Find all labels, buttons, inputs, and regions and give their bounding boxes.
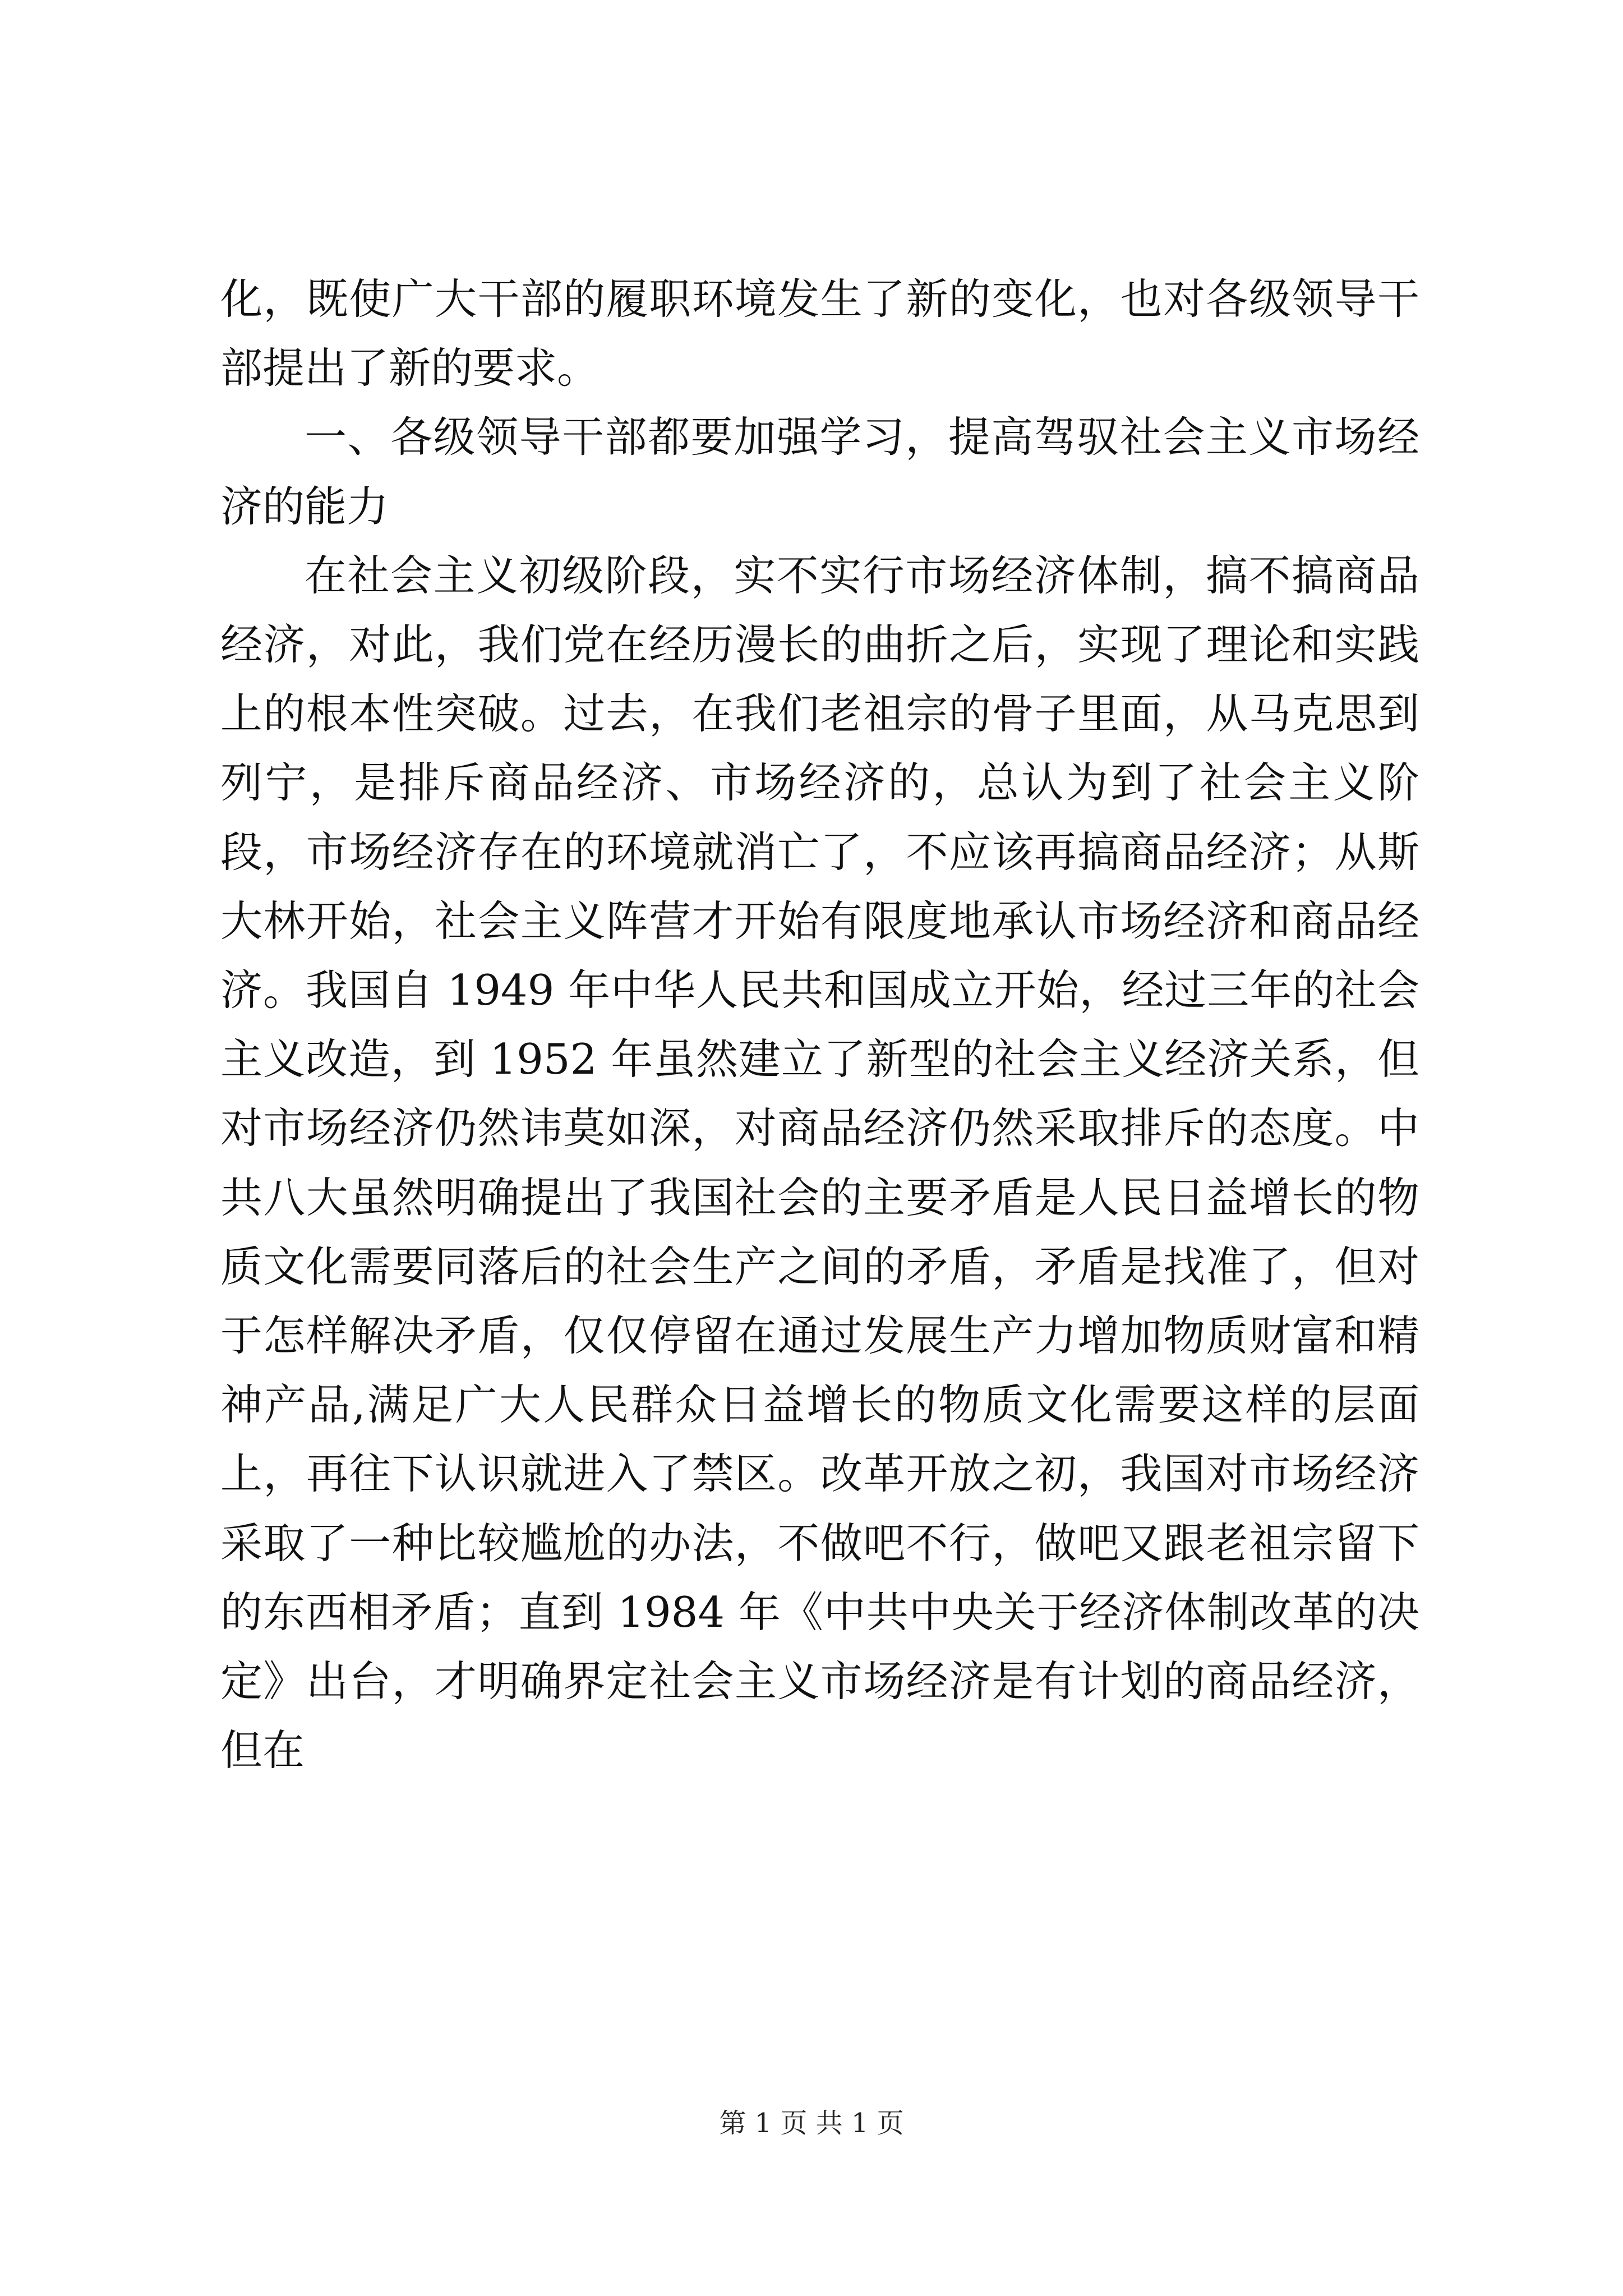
paragraph-body: 在社会主义初级阶段，实不实行市场经济体制，搞不搞商品经济，对此，我们党在经历漫长的曲折之后，实现了理论和实践上的根本性突破。过去，在我们老祖宗的骨子里面，从马克思到列宁，是排斥商品经济、市场经济的，总认为到了社会主义阶段，市场经济存在的环境就消亡了，不应该再搞商品经济；从斯大林开始，社会主义阵营才开始有限度地承认市场经济和商品经济。我国自 1949 年中华人民共和国成立开始，经过三年的社会主义改造，到 1952 年虽然建立了新型的社会主义经济关系，但对市场经济仍然讳莫如深，对商品经济仍然采取排斥的态度。中共八大虽然明确提出了我国社会的主要矛盾是人民日益增长的物质文化需要同落后的社会生产之间的矛盾，矛盾是找准了，但对于怎样解决矛盾，仅仅停留在通过发展生产力增加物质财富和精神产品,满足广大人民群众日益增长的物质文化需要这样的层面上，再往下认识就进入了禁区。改革开放之初，我国对市场经济采取了一种比较尴尬的办法，不做吧不行，做吧又跟老祖宗留下的东西相矛盾；直到 1984 年《中共中央关于经济体制改革的决定》出台，才明确界定社会主义市场经济是有计划的商品经济，但在 [220, 550, 1419, 1775]
page-footer: 第 1 页 共 1 页 [719, 2108, 904, 2139]
document-body [220, 265, 1419, 1785]
section-heading: 一、各级领导干部都要加强学习，提高驾驭社会主义市场经济的能力 [220, 412, 1419, 531]
paragraph-continuation: 化，既使广大干部的履职环境发生了新的变化，也对各级领导干部提出了新的要求。 [220, 274, 1419, 393]
